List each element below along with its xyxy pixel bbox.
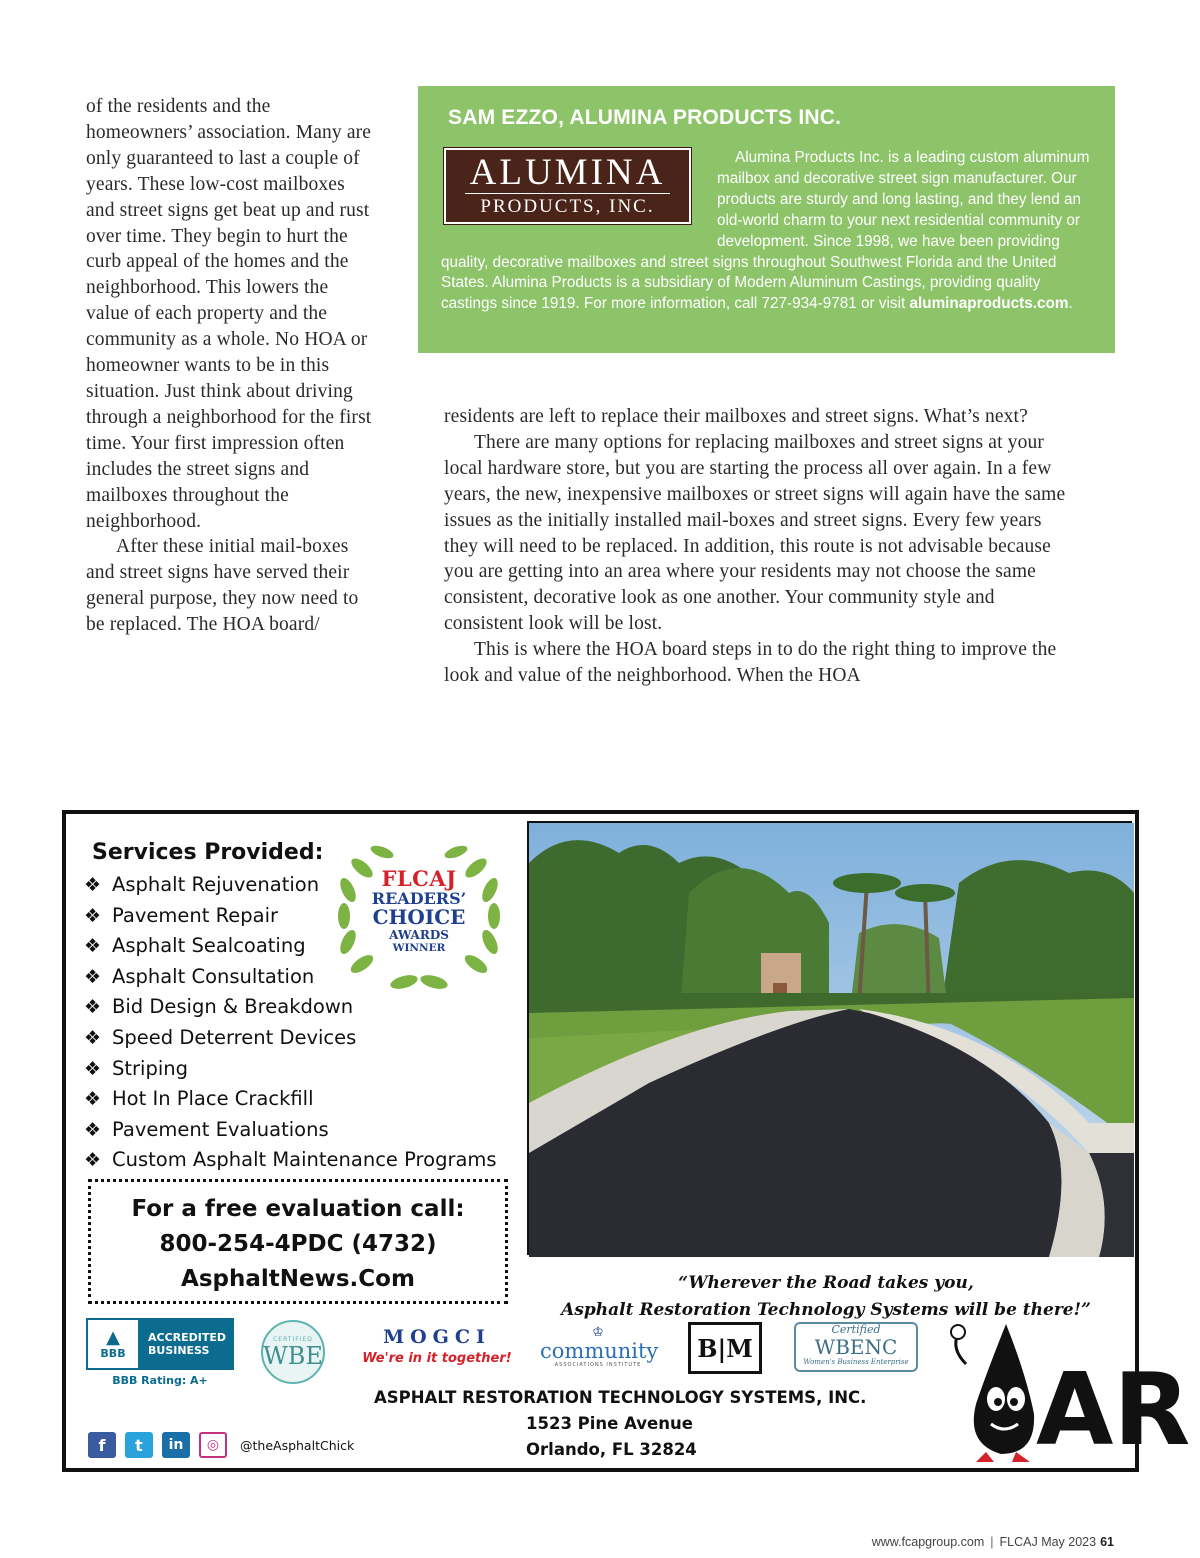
linkedin-icon[interactable]: in (162, 1432, 190, 1458)
service-item (84, 992, 497, 1023)
bullet-icon: ❖ (84, 904, 102, 927)
bullet-icon: ❖ (84, 874, 102, 896)
service-label: Asphalt Rejuvenation (112, 873, 320, 896)
bbb-text (138, 1331, 226, 1357)
service-label: Striping (112, 1056, 188, 1080)
bullet-icon: ❖ (84, 965, 102, 988)
footer-website[interactable]: www.fcapgroup.com (871, 1535, 985, 1549)
readers-choice-award-badge (334, 842, 504, 992)
asphalt-drop-mascot-logo (946, 1304, 1191, 1468)
service-label: Pavement Evaluations (112, 1117, 329, 1141)
award-line-2: READERS’ (371, 889, 467, 908)
community-associations-institute-badge (540, 1325, 659, 1368)
service-item (84, 1084, 497, 1115)
community-crown-icon: ♔ (592, 1325, 604, 1340)
bbb-accredited-badge (86, 1318, 234, 1370)
wbe-certified-badge (261, 1320, 325, 1384)
mogci-name: MOGCI (383, 1326, 491, 1348)
instagram-icon[interactable]: ◎ (199, 1432, 227, 1458)
twitter-icon[interactable]: t (125, 1432, 153, 1458)
bullet-icon: ❖ (84, 1149, 102, 1172)
logo-line-2: PRODUCTS, INC. (480, 196, 655, 217)
company-name: ASPHALT RESTORATION TECHNOLOGY SYSTEMS, INC. (374, 1388, 867, 1407)
service-label: Speed Deterrent Devices (112, 1025, 357, 1049)
mogci-badge (360, 1326, 514, 1366)
company-street: 1523 Pine Avenue (526, 1414, 693, 1433)
service-item (84, 1023, 497, 1054)
footer-issue: May 2023 (1041, 1535, 1097, 1549)
evaluation-prompt: For a free evaluation call: (131, 1196, 465, 1222)
right-paragraph-2: There are many options for replacing mailboxes and street signs at your local hardware store, but you are starting the process all over again. In a few years, the new, inexpensive mailboxes or street signs will again have the same issues as the initially installed mail-boxes and street signs. Every few years they will need to be replaced. In addition, this route is not advisable because you are getting into an area where your residents may not choose the same consistent, decorative look as one another. Your community style and consistent look will be lost. (444, 431, 1066, 635)
free-evaluation-box (88, 1179, 508, 1304)
sidebar-website-link[interactable]: aluminaproducts.com (909, 295, 1069, 313)
award-text (334, 868, 504, 954)
paved-road-photo (527, 821, 1132, 1255)
company-city: Orlando, FL 32824 (526, 1440, 697, 1459)
asphalt-advertisement (62, 810, 1191, 1472)
award-line-1: FLCAJ (381, 866, 457, 891)
left-paragraph-2: After these initial mail-boxes and street signs have served their general purpose, they now need to be replaced. The HOA board/ (86, 536, 359, 636)
facebook-icon[interactable]: f (88, 1432, 116, 1458)
footer-separator: | (990, 1535, 994, 1549)
service-item (84, 1145, 497, 1176)
wbenc-sub: Women's Business Enterprise (803, 1358, 909, 1366)
logo-spacer (441, 148, 717, 232)
bim-logo-badge: B|M (688, 1322, 762, 1374)
service-label: Hot In Place Crackfill (112, 1087, 314, 1111)
bbb-rating: BBB Rating: A+ (112, 1374, 208, 1387)
sidebar-body-text: Alumina Products Inc. is a leading custom aluminum mailbox and decorative street sign manufacturer. Our products are sturdy and long lasting, and they lend an old-world charm to your next residential community or development. Since 1998, we have been providing quality, decorative mailboxes and street signs throughout Southwest Florida and the United States. Alumina Products is a subsidiary of Modern Aluminum Castings, providing quality castings since 1919. For more information, call 727-934-9781 or visit (441, 149, 1090, 313)
wbenc-certified-badge (794, 1322, 918, 1372)
evaluation-phone[interactable]: 800-254-4PDC (4732) (159, 1231, 437, 1257)
bullet-icon: ❖ (84, 1088, 102, 1111)
services-title: Services Provided: (92, 840, 324, 865)
service-item (84, 1115, 497, 1146)
left-paragraph-1: of the residents and the homeowners’ association. Many are only guaranteed to last a couple of years. These low-cost mailboxes and street signs get beat up and rust over time. They begin to hurt the curb appeal of the homes and the neighborhood. This lowers the value of each property and the community as a whole. No HOA or homeowner wants to be in this situation. Just think about driving through a neighborhood for the first time. Your first impression often includes the street signs and mailboxes throughout the neighborhood. (86, 96, 372, 532)
ar-letters: AR (1036, 1351, 1191, 1468)
company-sidebar-box (418, 86, 1115, 353)
road-scene-image (529, 823, 1134, 1257)
service-label: Asphalt Consultation (112, 964, 315, 988)
mascot-icon (946, 1304, 1191, 1468)
logo-line-1: ALUMINA (469, 152, 666, 193)
slogan-line-2: Asphalt Restoration Technology Systems will be there!” (561, 1300, 1091, 1320)
mogci-tagline: We're in it together! (362, 1351, 512, 1366)
award-line-4: AWARDS (389, 928, 449, 942)
service-item (84, 1054, 497, 1085)
award-line-5: WINNER (392, 942, 446, 954)
bullet-icon: ❖ (84, 1057, 102, 1080)
wbe-name: WBE (263, 1341, 323, 1370)
slogan-line-1: “Wherever the Road takes you, (678, 1273, 974, 1293)
wbenc-top: Certified (831, 1323, 881, 1336)
page-footer (872, 1535, 1114, 1549)
bbb-text-line-1: ACCREDITED (148, 1331, 227, 1344)
bbb-torch-icon: ▲ BBB (88, 1320, 138, 1368)
evaluation-website[interactable]: AsphaltNews.Com (181, 1266, 415, 1292)
bbb-mark-text: BBB (100, 1346, 126, 1360)
right-paragraph-1: residents are left to replace their mailboxes and street signs. What’s next? (444, 406, 1028, 427)
bbb-text-line-2: BUSINESS (148, 1344, 210, 1357)
right-paragraph-3: This is where the HOA board steps in to do the right thing to improve the look and value of the neighborhood. When the HOA (444, 639, 1057, 687)
social-links (88, 1432, 354, 1458)
wbe-top-text: CERTIFIED (273, 1335, 313, 1343)
social-handle[interactable]: @theAsphaltChick (240, 1437, 355, 1453)
page-number: 61 (1100, 1535, 1114, 1549)
left-column (86, 94, 376, 638)
community-sub: ASSOCIATIONS INSTITUTE (554, 1362, 642, 1368)
community-name: community (540, 1339, 659, 1363)
sidebar-title: SAM EZZO, ALUMINA PRODUCTS INC. (448, 106, 842, 129)
service-label: Pavement Repair (112, 903, 278, 927)
service-label: Custom Asphalt Maintenance Programs (112, 1148, 497, 1172)
right-column (444, 404, 1072, 689)
service-label: Bid Design & Breakdown (112, 995, 354, 1019)
sidebar-body (441, 148, 1091, 315)
bullet-icon: ❖ (84, 935, 102, 958)
bullet-icon: ❖ (84, 1118, 102, 1141)
bullet-icon: ❖ (84, 996, 102, 1019)
award-line-3: CHOICE (372, 905, 466, 929)
footer-publication: FLCAJ (999, 1535, 1038, 1549)
sidebar-body-end: . (1068, 295, 1073, 313)
service-label: Asphalt Sealcoating (112, 934, 306, 958)
bullet-icon: ❖ (84, 1026, 102, 1049)
wbenc-name: WBENC (814, 1335, 898, 1359)
